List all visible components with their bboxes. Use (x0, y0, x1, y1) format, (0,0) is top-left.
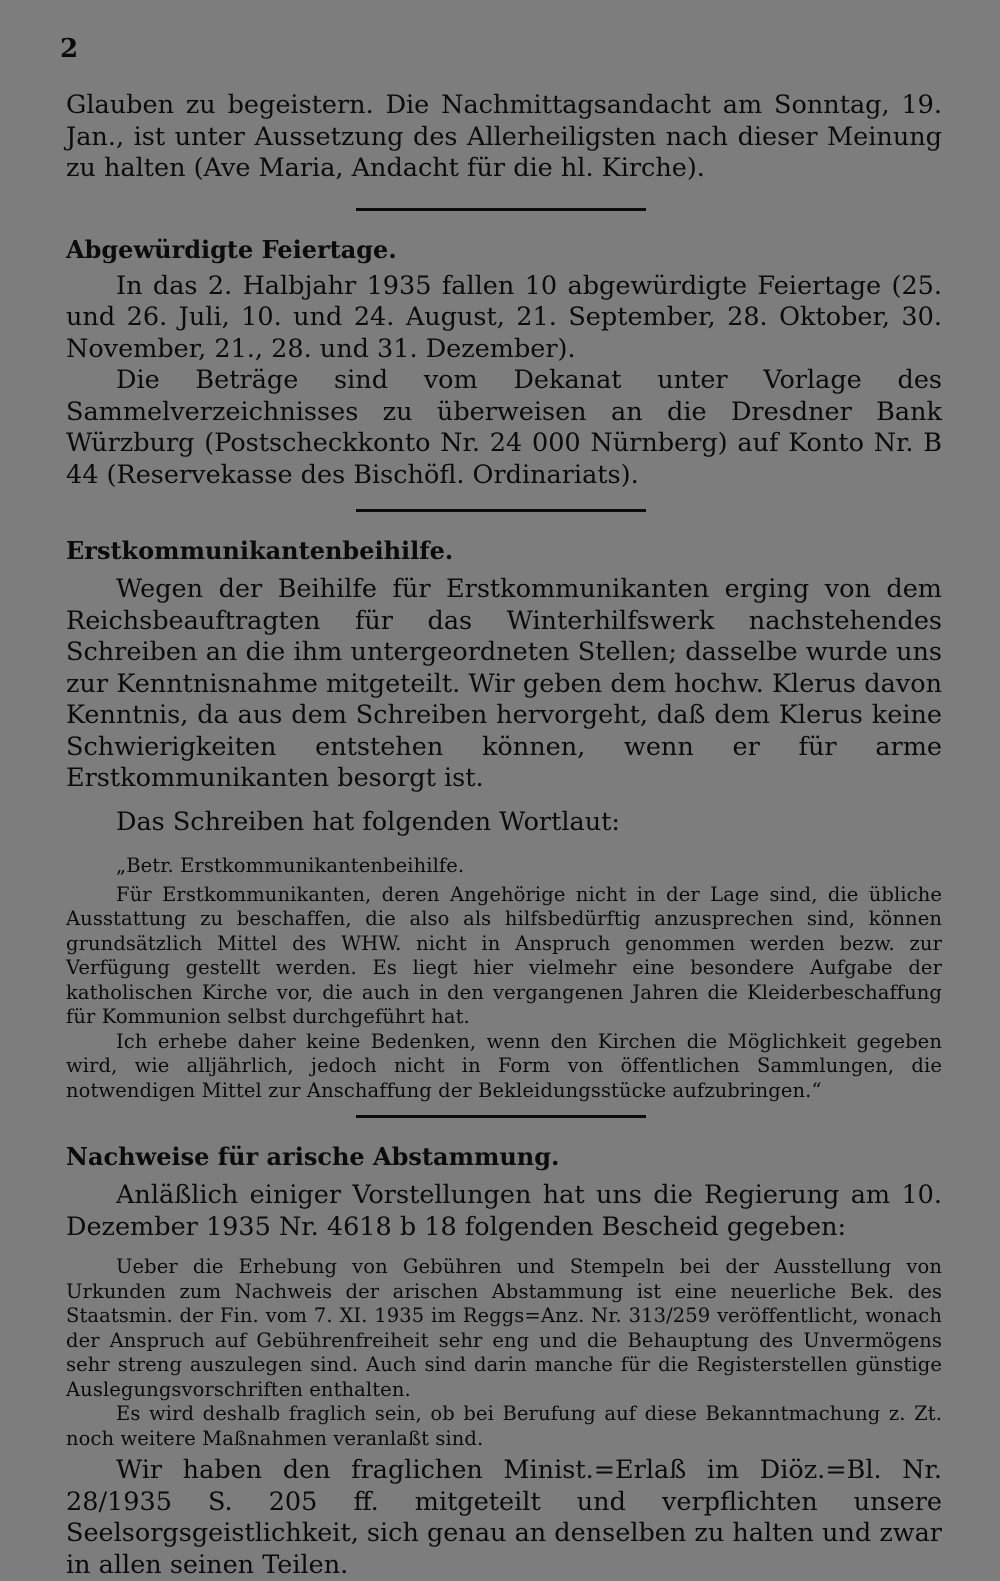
page-number: 2 (60, 34, 79, 64)
intro-paragraph: Glauben zu begeistern. Die Nachmittagsandacht am Sonntag, 19. Jan., ist unter Aussetzung des Allerheiligsten nach dieser Meinung zu halten (Ave Maria, Andacht für die hl. Kirche). (66, 90, 942, 183)
quote-paragraph: Ich erhebe daher keine Bedenken, wenn den Kirchen die Möglichkeit gegeben wird, wie alljährlich, jedoch nicht in Form von öffentlichen Sammlungen, die notwendigen Mittel zur Anschaffung der Bekleidungsstücke aufzubringen.“ (66, 1029, 942, 1102)
section-heading: Nachweise für arische Abstammung. (66, 1142, 560, 1171)
section-divider (356, 208, 646, 211)
section-paragraph: Die Beträge sind vom Dekanat unter Vorlage des Sammelverzeichnisses zu überweisen an die Dresdner Bank Würzburg (Postscheckkonto Nr. 24 000 Nürnberg) auf Konto Nr. B 44 (Reservekasse des Bischöfl. Ordinariats). (66, 365, 942, 490)
section-feiertage (66, 235, 942, 492)
section-paragraph: Das Schreiben hat folgenden Wortlaut: (116, 806, 620, 837)
closing-paragraph: Wir haben den fraglichen Minist.=Erlaß im Diöz.=Bl. Nr. 28/1935 S. 205 ff. mitgeteilt und verpflichten unsere Seelsorgsgeistlichkeit, sich genau an denselben zu halten und zwar in allen seinen Teilen. (66, 1455, 942, 1580)
quote-paragraph: Ueber die Erhebung von Gebühren und Stempeln bei der Ausstellung von Urkunden zum Nachweis der arischen Abstammung ist eine neuerliche Bek. des Staatsmin. der Fin. vom 7. XI. 1935 im Reggs=Anz. Nr. 313/259 veröffentlicht, wonach der Anspruch auf Gebührenfreiheit sehr eng und die Behauptung des Unvermögens sehr streng auszulegen sind. Auch sind darin manche für die Registerstellen günstige Auslegungsvorschriften enthalten. (66, 1255, 942, 1401)
section-divider (356, 1115, 646, 1118)
quote-paragraph: Es wird deshalb fraglich sein, ob bei Berufung auf diese Bekanntmachung z. Zt. noch weitere Maßnahmen veranlaßt sind. (66, 1402, 942, 1450)
section-erstkommunikanten (66, 536, 942, 1103)
quoted-notice (66, 1255, 942, 1451)
quote-paragraph: „Betr. Erstkommunikantenbeihilfe. (116, 854, 465, 877)
section-heading: Erstkommunikantenbeihilfe. (66, 536, 454, 565)
quote-paragraph: Für Erstkommunikanten, deren Angehörige nicht in der Lage sind, die übliche Ausstattung zu beschaffen, die also als hilfsbedürftig anzusprechen sind, können grundsätzlich Mittel des WHW. nicht in Anspruch genommen werden bezw. zur Verfügung gestellt werden. Es liegt hier vielmehr eine besondere Aufgabe der katholischen Kirche vor, die auch in den vergangenen Jahren die Kleiderbeschaffung für Kommunion selbst durchgeführt hat. (66, 882, 942, 1028)
page-content (66, 90, 942, 1581)
section-paragraph: In das 2. Halbjahr 1935 fallen 10 abgewürdigte Feiertage (25. und 26. Juli, 10. und 24. August, 21. September, 28. Oktober, 30. November, 21., 28. und 31. Dezember). (66, 270, 942, 364)
section-paragraph: Anläßlich einiger Vorstellungen hat uns die Regierung am 10. Dezember 1935 Nr. 4618 b 18 folgenden Bescheid gegeben: (66, 1180, 942, 1242)
section-heading: Abgewürdigte Feiertage. (66, 234, 397, 264)
quoted-letter (66, 854, 942, 1103)
section-paragraph: Wegen der Beihilfe für Erstkommunikanten erging von dem Reichsbeauftragten für das Winterhilfswerk nachstehendes Schreiben an die ihm untergeordneten Stellen; dasselbe wurde uns zur Kenntnisnahme mitgeteilt. Wir geben dem hochw. Klerus davon Kenntnis, da aus dem Schreiben hervorgeht, daß dem Klerus keine Schwierigkeiten entstehen können, wenn er für arme Erstkommunikanten besorgt ist. (66, 574, 942, 793)
section-divider (356, 509, 646, 512)
section-abstammung (66, 1142, 942, 1581)
